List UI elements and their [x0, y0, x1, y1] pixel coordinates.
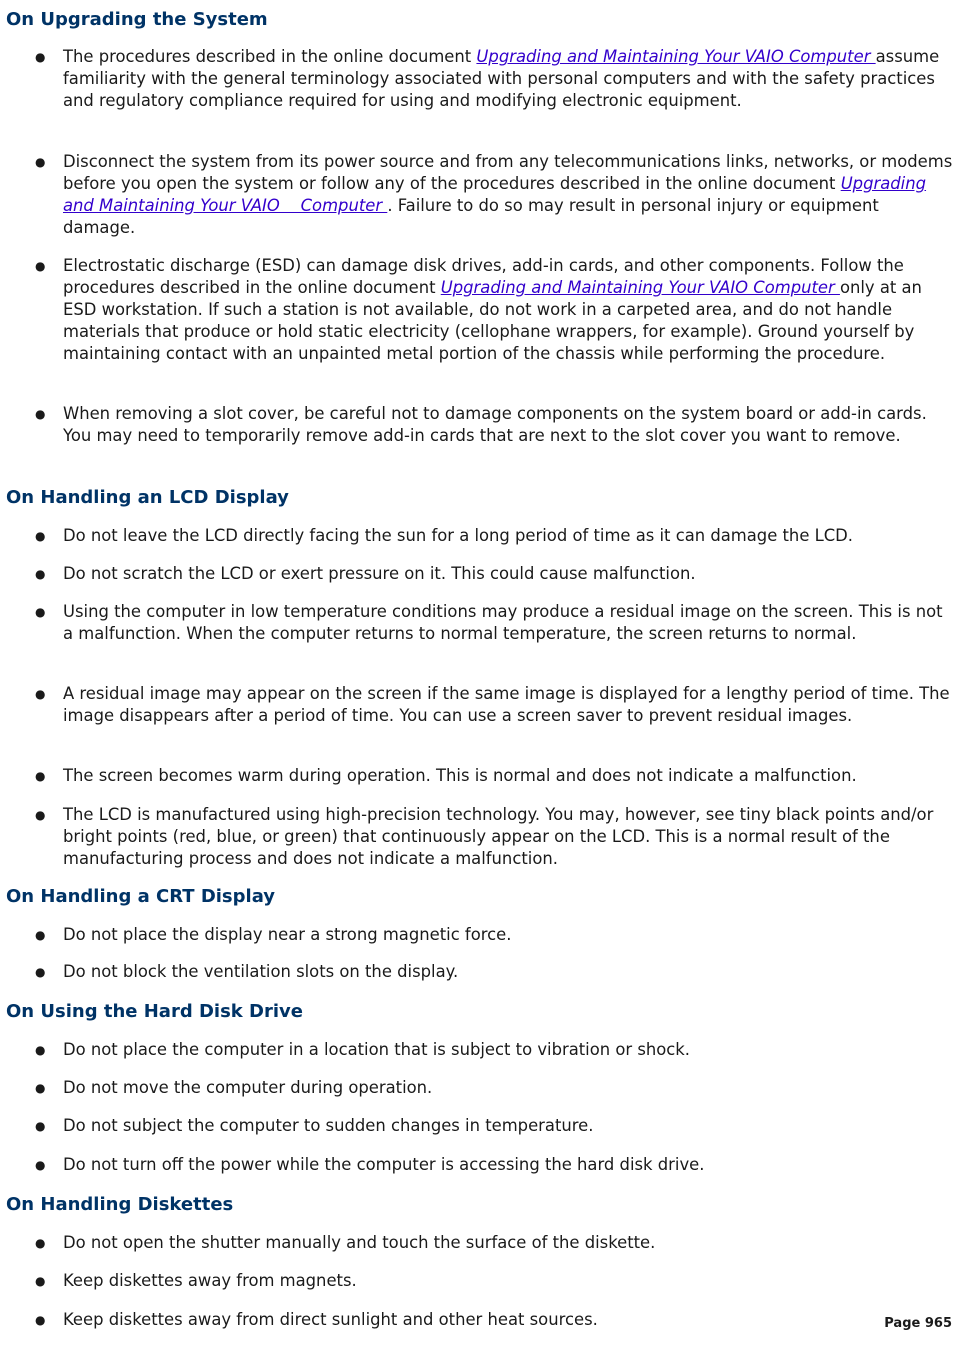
item-text-continued: . Failure to do so may result in personal injury or equipment damage.: [63, 196, 879, 237]
item-text: A residual image may appear on the screen if the same image is displayed for a lengthy period of time. The image disappears after a period of time. You can use a screen saver to prevent residual images.: [63, 684, 950, 725]
bullet-icon: ●: [35, 605, 46, 619]
bullet-icon: ●: [35, 928, 46, 942]
item-text: Keep diskettes away from direct sunlight and other heat sources.: [63, 1310, 598, 1329]
item-text: Keep diskettes away from magnets.: [63, 1271, 357, 1290]
item-text-continued: only at an ESD workstation. If such a station is not available, do not work in a carpeted area, and do not handle materials that produce or hold static electricity (cellophane wrappers, for example). Ground yourself by maintaining contact with an unpainted metal portion of the chassis while performing the procedure.: [63, 278, 922, 363]
bullet-icon: ●: [35, 808, 46, 822]
item-text: Do not turn off the power while the computer is accessing the hard disk drive.: [63, 1155, 705, 1174]
bullet-icon: ●: [35, 1043, 46, 1057]
bullet-icon: ●: [35, 1119, 46, 1133]
bullet-icon: ●: [35, 1081, 46, 1095]
bullet-icon: ●: [35, 567, 46, 581]
item-text: Using the computer in low temperature conditions may produce a residual image on the screen. This is not a malfunction. When the computer returns to normal temperature, the screen returns to normal.: [63, 602, 943, 643]
item-text: The screen becomes warm during operation. This is normal and does not indicate a malfunction.: [63, 766, 857, 785]
bullet-icon: ●: [35, 769, 46, 783]
list-item: [0, 255, 953, 365]
list-item: [0, 1309, 953, 1331]
section-heading: On Using the Hard Disk Drive: [6, 1001, 303, 1022]
bullet-icon: ●: [35, 529, 46, 543]
list-item: [0, 924, 953, 946]
item-text: Do not move the computer during operation.: [63, 1078, 433, 1097]
item-text: Do not subject the computer to sudden changes in temperature.: [63, 1116, 594, 1135]
list-item: [0, 1270, 953, 1292]
list-item: [0, 961, 953, 983]
item-text-continued: assume familiarity with the general terminology associated with personal computers and with the safety practices and regulatory compliance required for using and modifying electronic equipment.: [63, 47, 940, 110]
list-item: [0, 683, 953, 727]
item-text: Do not scratch the LCD or exert pressure on it. This could cause malfunction.: [63, 564, 696, 583]
bullet-icon: ●: [35, 259, 46, 273]
list-item: [0, 1115, 953, 1137]
section-heading: On Upgrading the System: [6, 9, 268, 30]
item-text: Electrostatic discharge (ESD) can damage disk drives, add-in cards, and other components. Follow the procedures described in the online document: [63, 256, 904, 297]
item-text: Do not place the computer in a location that is subject to vibration or shock.: [63, 1040, 691, 1059]
document-link[interactable]: Upgrading and Maintaining Your VAIO Computer: [440, 278, 840, 297]
item-text: The LCD is manufactured using high-precision technology. You may, however, see tiny black points and/or bright points (red, blue, or green) that continuously appear on the LCD. This is a normal result of the manufacturing process and does not indicate a malfunction.: [63, 805, 934, 868]
bullet-icon: ●: [35, 155, 46, 169]
bullet-icon: ●: [35, 1274, 46, 1288]
page-number: Page 965: [884, 1316, 952, 1331]
list-item: [0, 765, 953, 787]
list-item: [0, 601, 953, 645]
bullet-icon: ●: [35, 1158, 46, 1172]
list-item: [0, 151, 953, 239]
list-item: [0, 1154, 953, 1176]
bullet-icon: ●: [35, 407, 46, 421]
bullet-icon: ●: [35, 50, 46, 64]
item-text: Do not block the ventilation slots on the display.: [63, 962, 459, 981]
item-text: When removing a slot cover, be careful not to damage components on the system board or add-in cards. You may need to temporarily remove add-in cards that are next to the slot cover you want to remove.: [63, 404, 927, 445]
document-link[interactable]: Upgrading and Maintaining Your VAIO Computer: [63, 174, 927, 215]
item-text: Do not open the shutter manually and touch the surface of the diskette.: [63, 1233, 656, 1252]
document-link[interactable]: Upgrading and Maintaining Your VAIO Computer: [476, 47, 876, 66]
item-text: Disconnect the system from its power source and from any telecommunications links, networks, or modems before you open the system or follow any of the procedures described in the online document: [63, 152, 953, 193]
section-heading: On Handling a CRT Display: [6, 886, 276, 907]
bullet-icon: ●: [35, 1236, 46, 1250]
bullet-icon: ●: [35, 1313, 46, 1327]
section-heading: On Handling Diskettes: [6, 1194, 234, 1215]
list-item: [0, 46, 953, 112]
list-item: [0, 563, 953, 585]
list-item: [0, 1232, 953, 1254]
item-text: Do not leave the LCD directly facing the sun for a long period of time as it can damage the LCD.: [63, 526, 854, 545]
list-item: [0, 1039, 953, 1061]
item-text: The procedures described in the online document: [63, 47, 477, 66]
item-text: Do not place the display near a strong magnetic force.: [63, 925, 512, 944]
section-heading: On Handling an LCD Display: [6, 487, 289, 508]
list-item: [0, 1077, 953, 1099]
bullet-icon: ●: [35, 965, 46, 979]
list-item: [0, 804, 953, 870]
bullet-icon: ●: [35, 687, 46, 701]
list-item: [0, 525, 953, 547]
list-item: [0, 403, 953, 447]
